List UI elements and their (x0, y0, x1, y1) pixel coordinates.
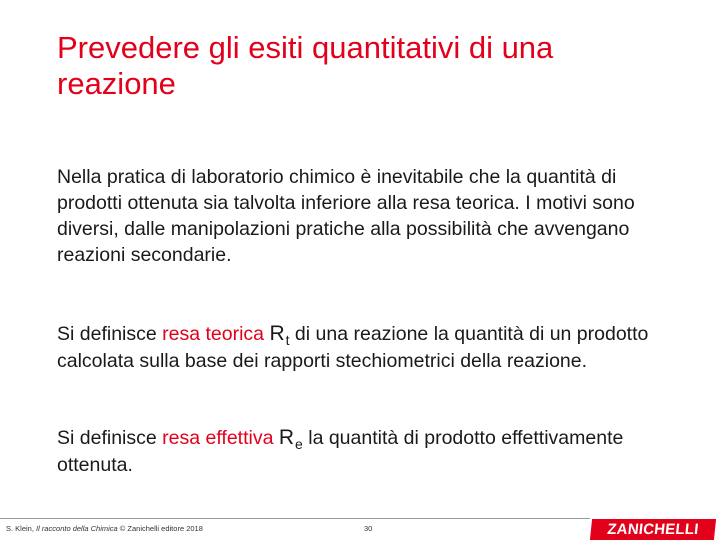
paragraph-intro: Nella pratica di laboratorio chimico è inevitabile che la quantità di prodotti ottenuta sia talvolta inferiore alla resa teorica. I motivi sono diversi, dalle manipolazioni pratiche alla possibilità che avvengano reazioni secondarie. (57, 166, 635, 266)
subscript-t: t (285, 332, 290, 348)
paragraph-theoretical-yield (57, 321, 667, 374)
paragraph-effective-yield (57, 425, 667, 478)
paragraph-lead: Si definisce (57, 427, 163, 449)
symbol-r: R (278, 426, 295, 449)
term-theoretical-yield: resa teorica (162, 323, 265, 345)
term-effective-yield: resa effettiva (162, 427, 274, 449)
paragraph-lead: Si definisce (57, 323, 163, 345)
slide-title: Prevedere gli esiti quantitativi di una reazione (57, 30, 554, 101)
footer-author: S. Klein, (6, 524, 37, 533)
footer-book-title: Il racconto della Chimica (36, 524, 118, 533)
paragraph-rest: la quantità di prodotto effettivamente ottenuta. (57, 427, 624, 476)
page-number: 30 (364, 524, 373, 533)
footer-publisher: © Zanichelli editore 2018 (117, 524, 203, 533)
footer-divider (0, 518, 590, 519)
footer-credit (6, 524, 203, 534)
subscript-e: e (295, 436, 303, 452)
publisher-logo: ZANICHELLI (590, 519, 716, 540)
symbol-r: R (269, 322, 285, 345)
paragraph-rest: di una reazione la quantità di un prodotto calcolata sulla base dei rapporti stechiometrici della reazione. (57, 323, 649, 372)
